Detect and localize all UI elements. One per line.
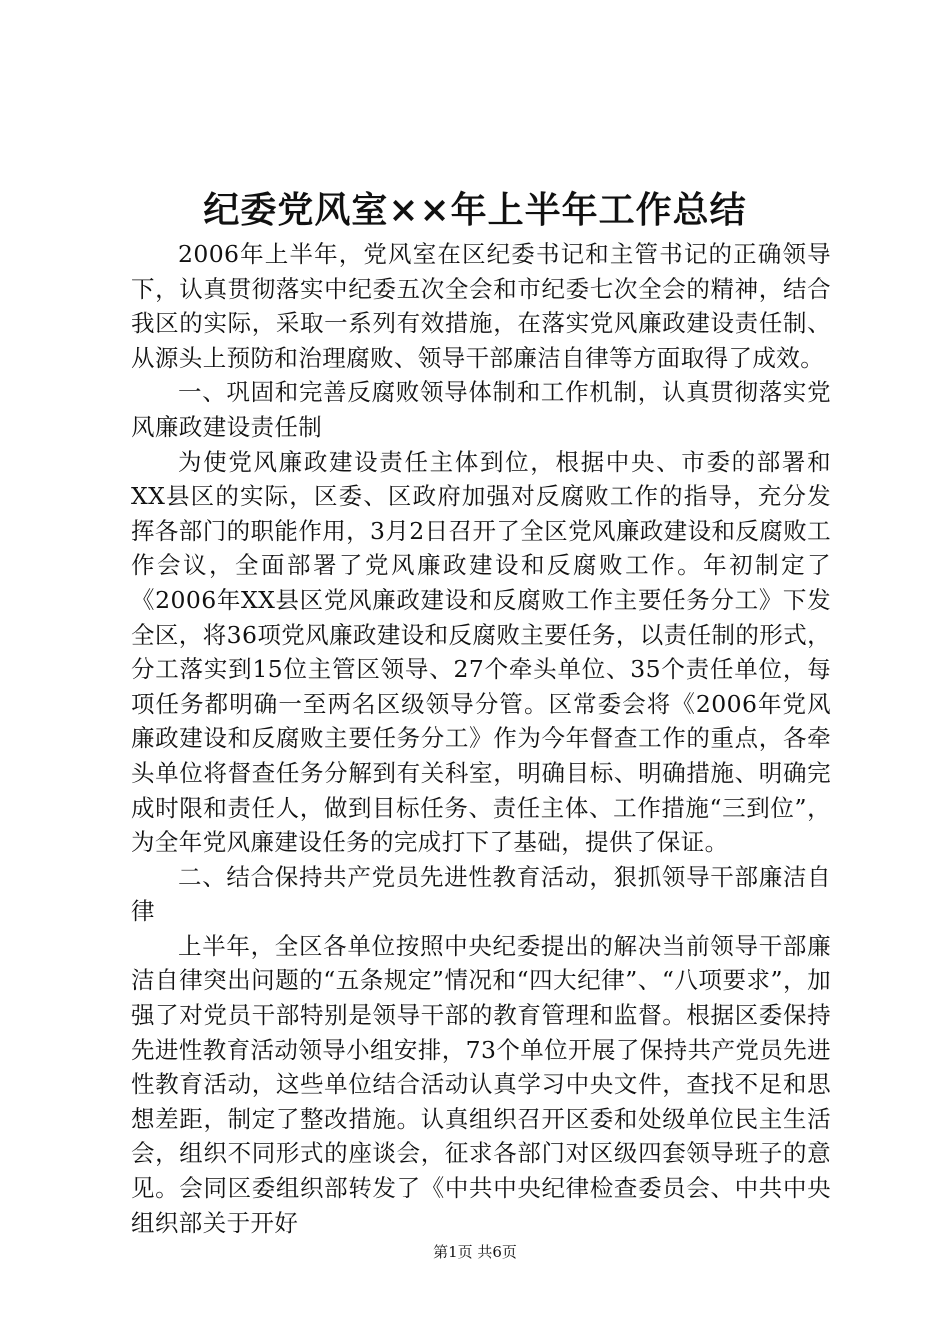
page-number-footer: 第1页 共6页 <box>433 1243 517 1261</box>
paragraph-section-1: 为使党风廉政建设责任主体到位，根据中央、市委的部署和XX县区的实际，区委、区政府加强对反腐败工作的指导，充分发挥各部门的职能作用，3月2日召开了全区党风廉政建设和反腐败工作会议，全面部署了党风廉政建设和反腐败工作。年初制定了《2006年XX县区党风廉政建设和反腐败工作主要任务分工》下发全区，将36项党风廉政建设和反腐败主要任务，以责任制的形式，分工落实到15位主管区领导、27个牵头单位、35个责任单位，每项任务都明确一至两名区级领导分管。区常委会将《2006年党风廉政建设和反腐败主要任务分工》作为今年督查工作的重点，各牵头单位将督查任务分解到有关科室，明确目标、明确措施、明确完成时限和责任人，做到目标任务、责任主体、工作措施“三到位”，为全年党风廉建设任务的完成打下了基础，提供了保证。 <box>131 447 831 857</box>
document-body <box>131 237 831 1240</box>
section-heading-2: 二、结合保持共产党员先进性教育活动，狠抓领导干部廉洁自律 <box>131 862 831 926</box>
document-title: 纪委党风室××年上半年工作总结 <box>203 189 747 231</box>
paragraph-intro: 2006年上半年，党风室在区纪委书记和主管书记的正确领导下，认真贯彻落实中纪委五次全会和市纪委七次全会的精神，结合我区的实际，采取一系列有效措施，在落实党风廉政建设责任制、从源头上预防和治理腐败、领导干部廉洁自律等方面取得了成效。 <box>131 240 831 372</box>
section-heading-1: 一、巩固和完善反腐败领导体制和工作机制，认真贯彻落实党风廉政建设责任制 <box>131 378 831 441</box>
paragraph-section-2: 上半年，全区各单位按照中央纪委提出的解决当前领导干部廉洁自律突出问题的“五条规定”情况和“四大纪律”、“八项要求”，加强了对党员干部特别是领导干部的教育管理和监督。根据区委保持先进性教育活动领导小组安排，73个单位开展了保持共产党员先进性教育活动，这些单位结合活动认真学习中央文件，查找不足和思想差距，制定了整改措施。认真组织召开区委和处级单位民主生活会，组织不同形式的座谈会，征求各部门对区级四套领导班子的意见。会同区委组织部转发了《中共中央纪律检查委员会、中共中央组织部关于开好 <box>131 931 831 1237</box>
